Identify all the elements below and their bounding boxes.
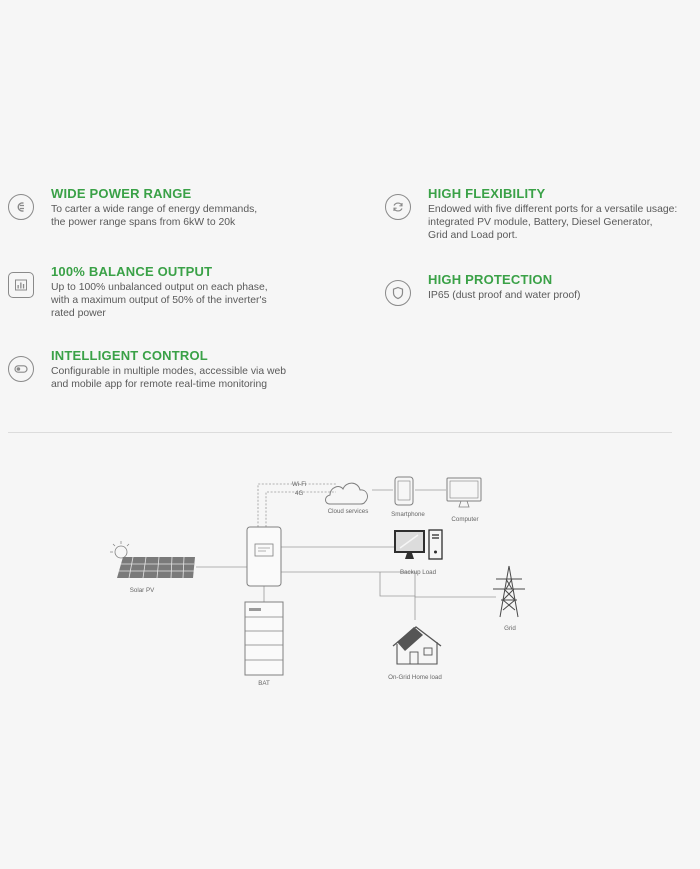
grid-label: Grid	[504, 625, 516, 632]
system-diagram	[0, 440, 700, 700]
feature-wide-power-range	[8, 186, 348, 236]
fourg-link	[266, 492, 336, 527]
shield-icon	[385, 280, 411, 306]
toggle-icon	[8, 356, 34, 382]
cloud-label: Cloud services	[327, 508, 369, 515]
feature-balance-output	[8, 264, 348, 324]
bar-chart-icon	[8, 272, 34, 298]
grid-link	[281, 572, 496, 597]
feature-description: Endowed with five different ports for a versatile usage: integrated PV module, Battery, Diesel Generator, Grid and Load port.	[428, 204, 678, 241]
feature-high-protection	[385, 272, 700, 312]
section-divider	[8, 432, 672, 433]
battery-stack-icon	[245, 602, 283, 675]
feature-title: WIDE POWER RANGE	[51, 186, 192, 201]
inverter-icon	[247, 527, 281, 586]
home-link	[380, 572, 415, 620]
feature-intelligent-control	[8, 348, 348, 398]
feature-description: To carter a wide range of energy demmands, the power range spans from 6kW to 20k	[51, 204, 258, 228]
computer-label: Computer	[451, 516, 479, 523]
feature-title: HIGH FLEXIBILITY	[428, 186, 546, 201]
backup-load-icon	[394, 530, 442, 559]
feature-title: 100% BALANCE OUTPUT	[51, 264, 213, 279]
fourg-label: 4G	[295, 490, 304, 497]
feature-title: HIGH PROTECTION	[428, 272, 553, 287]
computer-icon	[447, 478, 481, 507]
feature-description: IP65 (dust proof and water proof)	[428, 290, 581, 301]
refresh-icon	[385, 194, 411, 220]
feature-description: Configurable in multiple modes, accessible via web and mobile app for remote real-time monitoring	[51, 366, 287, 390]
backup-label: Backup Load	[399, 569, 437, 576]
feature-high-flexibility	[385, 186, 700, 246]
house-icon	[393, 627, 441, 664]
smartphone-icon	[395, 477, 413, 505]
grid-pylon-icon	[493, 566, 525, 617]
feature-title: INTELLIGENT CONTROL	[51, 348, 208, 363]
battery-label: BAT	[258, 680, 270, 687]
home-label: On-Grid Home load	[388, 674, 442, 681]
cloud-icon	[326, 483, 368, 504]
solar-label: Solar PV	[129, 587, 155, 594]
feature-description: Up to 100% unbalanced output on each phase, with a maximum output of 50% of the inverter's rated power	[51, 282, 268, 319]
solar-panel-icon	[110, 541, 195, 578]
smartphone-label: Smartphone	[391, 511, 425, 518]
wifi-label: Wi-Fi	[292, 481, 307, 488]
power-range-icon	[8, 194, 34, 220]
